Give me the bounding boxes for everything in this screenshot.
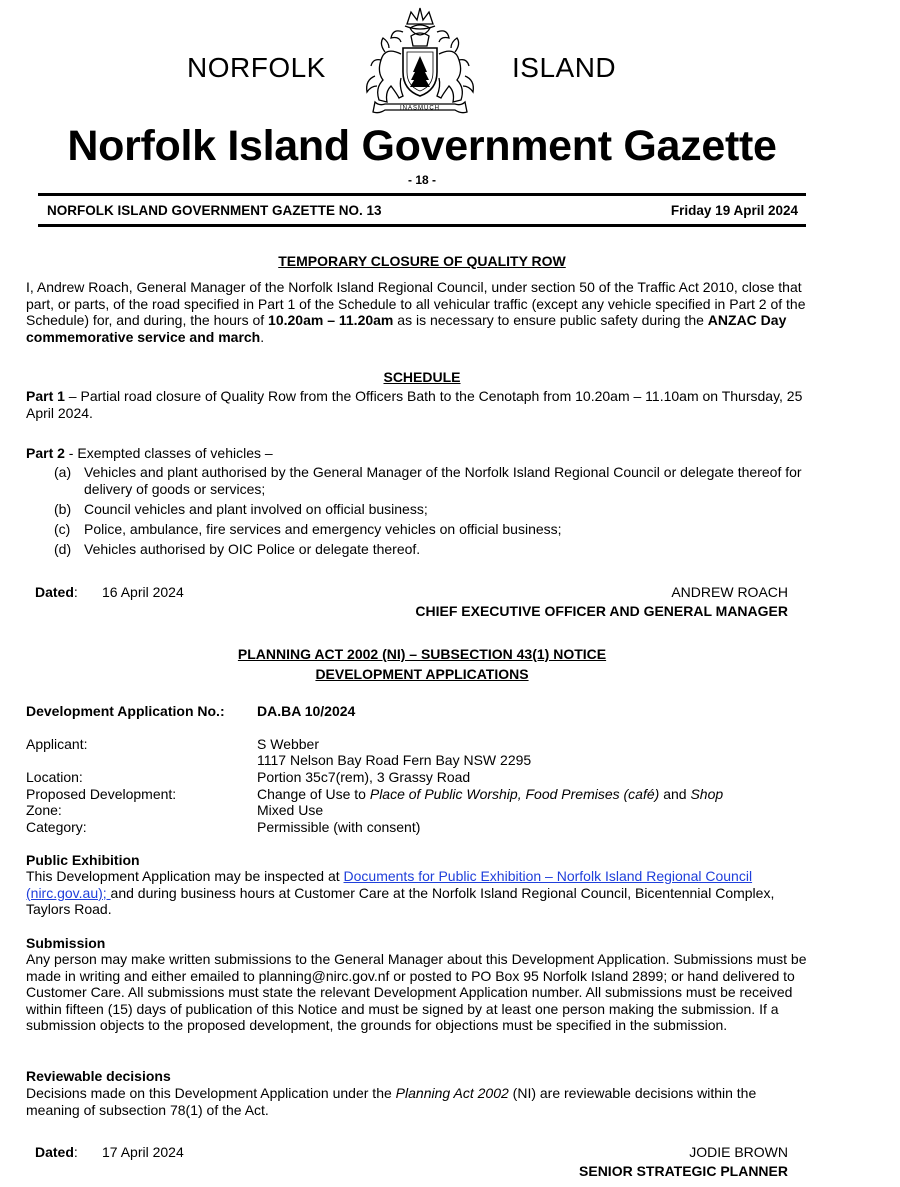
category-label: Category: <box>26 819 87 835</box>
exempt-item-b <box>54 501 428 517</box>
submission-heading: Submission <box>26 935 106 951</box>
submission-text: Any person may make written submissions to the General Manager about this Development Application. Submissions must be made in writing and either emailed to planning@nirc.gov.nf or posted to PO Box 95 Norfolk Island 2899; or hand delivered to Customer Care. All submissions must state the relevant Development Application number. All submissions must be received within fifteen (15) days of publication of this Notice and must be signed by at least one person making the submission. If a submission objects to the proposed development, the grounds for objections must be specified in the submission. <box>26 951 807 1033</box>
gazette-title: Norfolk Island Government Gazette <box>67 122 777 170</box>
notice1-intro <box>26 279 826 345</box>
coat-of-arms-icon <box>355 2 485 117</box>
notice1-dated <box>35 584 78 600</box>
page-number: - 18 - <box>407 173 436 187</box>
exhibition-text-2: and during business hours at Customer Care at the Norfolk Island Regional Council, Bicentennial Complex, Taylors Road. <box>26 884 775 917</box>
schedule-part1 <box>26 388 816 421</box>
exhibition-heading: Public Exhibition <box>26 852 140 868</box>
masthead-left-word: NORFOLK <box>187 52 326 83</box>
exempt-item-text: Council vehicles and plant involved on official business; <box>84 501 428 517</box>
part1-label: Part 1 <box>26 388 65 404</box>
notice1-dated-value: 16 April 2024 <box>102 584 184 600</box>
da-number-value: DA.BA 10/2024 <box>257 703 356 719</box>
exempt-item-text: Vehicles authorised by OIC Police or delegate thereof. <box>84 541 421 557</box>
notice1-signatory-title: CHIEF EXECUTIVE OFFICER AND GENERAL MANAGER <box>415 603 788 619</box>
gazette-number: NORFOLK ISLAND GOVERNMENT GAZETTE NO. 13 <box>47 203 382 218</box>
notice2-signatory-title: SENIOR STRATEGIC PLANNER <box>579 1163 788 1179</box>
notice2-heading: PLANNING ACT 2002 (NI) – SUBSECTION 43(1) NOTICE <box>237 646 607 662</box>
header-rule-bottom <box>38 224 806 227</box>
exhibition-text-1: This Development Application may be inspected at <box>26 868 344 884</box>
gazette-date: Friday 19 April 2024 <box>670 203 798 218</box>
proposed-and: and <box>659 786 691 802</box>
zone-label: Zone: <box>26 802 62 818</box>
notice2-dated <box>35 1144 78 1160</box>
applicant-address: 1117 Nelson Bay Road Fern Bay NSW 2295 <box>257 752 532 768</box>
schedule-heading: SCHEDULE <box>383 369 461 385</box>
review-text-1: Decisions made on this Development Application under the <box>26 1085 396 1101</box>
crest-motto: INASMUCH <box>399 105 441 112</box>
notice1-intro-text-1: I, Andrew Roach, General Manager of the Norfolk Island Regional Council, under section 50 of the Traffic Act 2010, close that part, or parts, of the road specified in Part 1 of the Schedule to all vehicular traffic (except any vehicle specified in Part 2 of the Schedule) for, and during, the hours of <box>26 279 806 328</box>
proposed-value <box>257 786 723 802</box>
notice1-event: ANZAC Day commemorative service and march <box>26 312 787 345</box>
location-label: Location: <box>26 769 83 785</box>
dated-colon: : <box>73 1144 78 1160</box>
category-value: Permissible (with consent) <box>257 819 421 835</box>
applicant-name: S Webber <box>257 736 319 752</box>
exhibition-link[interactable]: Documents for Public Exhibition – Norfolk Island Regional Council (nirc.gov.au); <box>26 868 753 901</box>
notice1-signatory-name: ANDREW ROACH <box>671 584 788 600</box>
part1-text: – Partial road closure of Quality Row from the Officers Bath to the Cenotaph from 10.20am – 11.10am on Thursday, 25 April 2024. <box>26 388 803 421</box>
notice1-intro-text-3: . <box>260 328 265 345</box>
exhibition-text <box>26 868 811 918</box>
da-number-label: Development Application No.: <box>26 703 225 719</box>
dated-label: Dated <box>35 584 74 600</box>
exempt-item-a <box>54 464 834 497</box>
header-rule-top <box>38 193 806 196</box>
part2-text: - Exempted classes of vehicles – <box>64 445 273 461</box>
notice2-signatory-name: JODIE BROWN <box>689 1144 788 1160</box>
notice2-subheading: DEVELOPMENT APPLICATIONS <box>315 666 529 682</box>
exempt-item-d <box>54 541 421 557</box>
proposed-label: Proposed Development: <box>26 786 177 802</box>
notice1-hours: 10.20am – 11.20am <box>268 312 394 328</box>
review-act: Planning Act 2002 <box>395 1085 509 1101</box>
dated-colon: : <box>73 584 78 600</box>
exempt-item-text: Vehicles and plant authorised by the General Manager of the Norfolk Island Regional Council or delegate thereof for delivery of goods or services; <box>84 464 802 497</box>
notice1-intro-text-2: as is necessary to ensure public safety during the <box>393 312 708 328</box>
proposed-prefix: Change of Use to <box>257 786 370 802</box>
exempt-item-marker: (c) <box>54 521 71 537</box>
dated-label: Dated <box>35 1144 74 1160</box>
review-text <box>26 1085 806 1118</box>
schedule-part2 <box>26 445 826 462</box>
part2-label: Part 2 <box>26 445 65 461</box>
exempt-item-marker: (d) <box>54 541 72 557</box>
exempt-item-c <box>54 521 562 537</box>
location-value: Portion 35c7(rem), 3 Grassy Road <box>257 769 471 785</box>
exempt-item-marker: (b) <box>54 501 72 517</box>
notice2-dated-value: 17 April 2024 <box>102 1144 184 1160</box>
review-heading: Reviewable decisions <box>26 1068 171 1084</box>
review-text-2: (NI) are reviewable decisions within the meaning of subsection 78(1) of the Act. <box>26 1085 757 1118</box>
proposed-uses: Place of Public Worship, Food Premises (café) <box>369 786 660 802</box>
applicant-label: Applicant: <box>26 736 88 752</box>
exempt-item-text: Police, ambulance, fire services and emergency vehicles on official business; <box>84 521 562 537</box>
masthead-right-word: ISLAND <box>512 52 617 83</box>
notice1-heading: TEMPORARY CLOSURE OF QUALITY ROW <box>278 253 566 269</box>
zone-value: Mixed Use <box>257 802 324 818</box>
exempt-item-marker: (a) <box>54 464 72 480</box>
proposed-shop: Shop <box>690 786 724 802</box>
